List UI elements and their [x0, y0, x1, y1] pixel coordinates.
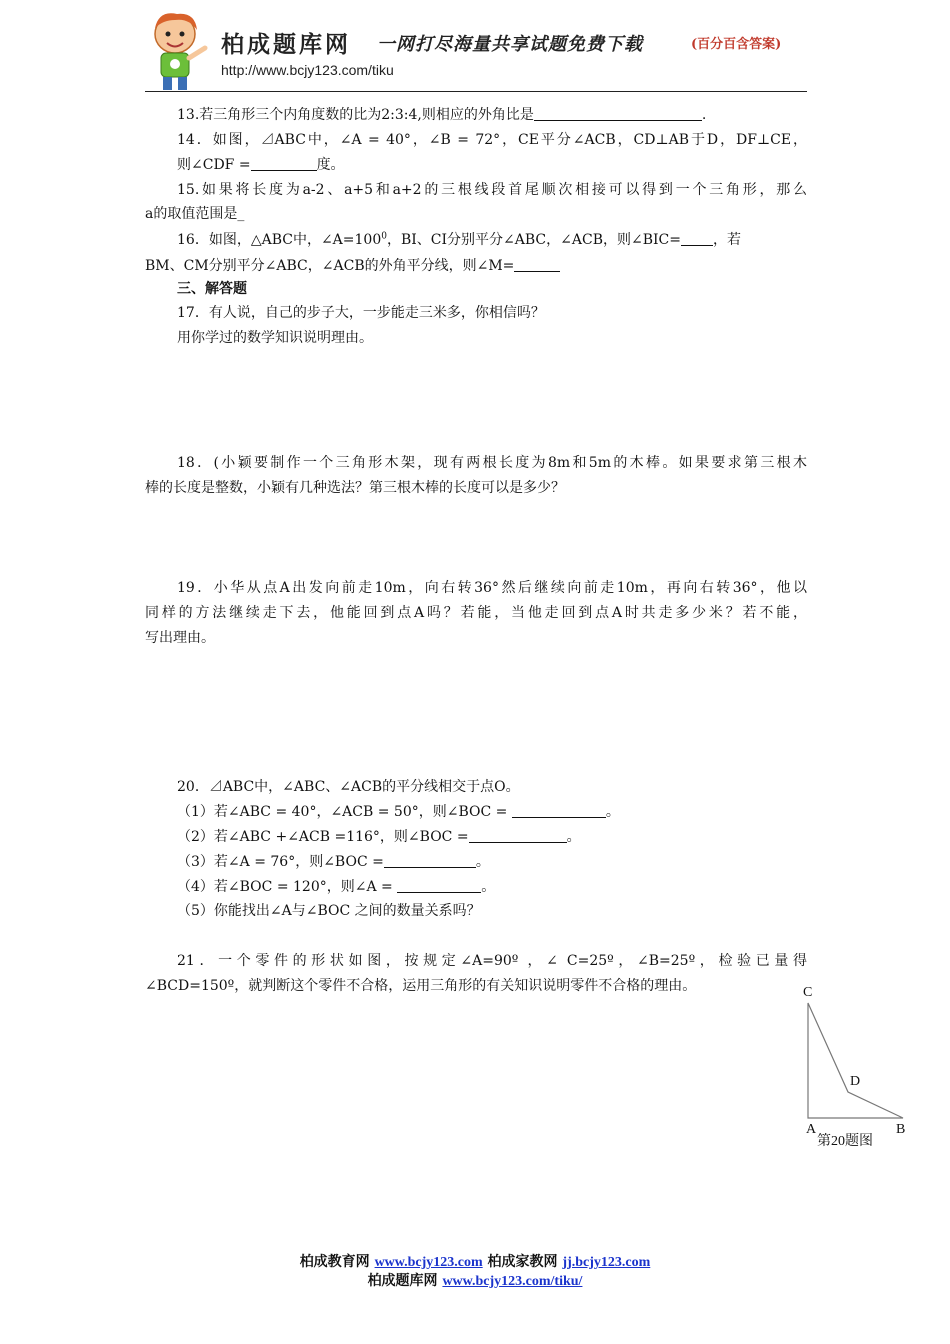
- page-header: [145, 8, 807, 92]
- site-slogan: 一网打尽海量共享试题免费下载: [377, 34, 643, 55]
- footer-link-edu[interactable]: www.bcjy123.com: [374, 1255, 483, 1270]
- question-16-line-2: BM、CM分别平分∠ABC，∠ACB的外角平分线，则∠M=: [145, 256, 807, 276]
- question-15-line-2: a的取值范围是_: [145, 206, 245, 222]
- answer-blank[interactable]: [384, 852, 476, 868]
- question-20-part-2: （2）若∠ABC +∠ACB =116°，则∠BOC = 。: [177, 829, 581, 845]
- question-14-line-2: 则∠CDF = 度。: [177, 157, 345, 173]
- answer-blank[interactable]: [534, 105, 702, 121]
- question-20-stem: 20．⊿ABC中，∠ABC、∠ACB的平分线相交于点O。: [177, 779, 520, 795]
- question-19-line-2: 同样的方法继续走下去，他能回到点A吗？若能，当他走回到点A时共走多少米？若不能，: [145, 605, 807, 621]
- answer-blank[interactable]: [514, 256, 560, 272]
- question-21-line-1: 21．一个零件的形状如图，按规定∠A=90º ，∠ C=25º，∠B=25º，检验已量得: [177, 953, 807, 969]
- question-20-part-5: （5）你能找出∠A与∠BOC 之间的数量关系吗？: [177, 903, 481, 919]
- figure-part-diagram: [800, 985, 920, 1155]
- footer-line-1: 柏成教育网 www.bcjy123.com 柏成家教网 jj.bcjy123.com: [299, 1254, 651, 1270]
- question-14-line-1: 14．如图，⊿ABC中，∠A = 40°，∠B = 72°，CE平分∠ACB，CD⊥AB于D，DF⊥CE，: [177, 132, 807, 148]
- question-19-line-3: 写出理由。: [145, 630, 215, 646]
- question-13: 13.若三角形三个内角度数的比为2:3:4,则相应的外角比是 .: [177, 107, 707, 123]
- answer-blank[interactable]: [251, 155, 317, 171]
- answer-blank[interactable]: [681, 230, 713, 246]
- mascot-logo-icon: [145, 8, 215, 92]
- answer-blank[interactable]: [397, 877, 481, 893]
- figure-label-a: A: [806, 1122, 817, 1137]
- figure-label-c: C: [803, 985, 813, 1000]
- figure-label-b: B: [896, 1122, 906, 1137]
- header-rule: [145, 91, 807, 92]
- question-21-line-2: ∠BCD=150º，就判断这个零件不合格，运用三角形的有关知识说明零件不合格的理由。: [145, 978, 697, 994]
- figure-label-d: D: [850, 1074, 861, 1089]
- footer-link-tiku[interactable]: www.bcjy123.com/tiku/: [442, 1274, 583, 1289]
- answer-blank[interactable]: [469, 827, 567, 843]
- footer-link-tutor[interactable]: jj.bcjy123.com: [562, 1255, 651, 1270]
- question-17-line-1: 17．有人说，自己的步子大，一步能走三米多，你相信吗？: [177, 305, 545, 321]
- question-17-line-2: 用你学过的数学知识说明理由。: [177, 330, 373, 346]
- slogan-tag: (百分百含答案): [691, 37, 782, 52]
- question-20-part-4: （4）若∠BOC = 120°，则∠A = 。: [177, 879, 496, 895]
- header-url: http://www.bcjy123.com/tiku: [221, 62, 394, 78]
- question-16-line-1: 16．如图，△ABC中，$\angle A=100^0$，BI、CI分别平分∠ABC，∠ACB，则∠BIC= ，若: [177, 231, 741, 248]
- question-15-line-1: 15.如果将长度为a-2、a+5和a+2的三根线段首尾顺次相接可以得到一个三角形，那么: [177, 182, 807, 198]
- question-20-part-3: （3）若∠A = 76°，则∠BOC = 。: [177, 854, 490, 870]
- question-20-part-1: （1）若∠ABC = 40°，∠ACB = 50°，则∠BOC = 。: [177, 804, 620, 820]
- figure-caption: 第20题图: [817, 1134, 873, 1149]
- question-18-line-1: 18．(小颖要制作一个三角形木架，现有两根长度为8m和5m的木棒。如果要求第三根木: [177, 455, 807, 471]
- answer-blank[interactable]: [512, 802, 606, 818]
- question-18-line-2: 棒的长度是整数，小颖有几种选法？第三根木棒的长度可以是多少？: [145, 480, 565, 496]
- question-19-line-1: 19．小华从点A出发向前走10m，向右转36°然后继续向前走10m，再向右转36°，他以: [177, 580, 807, 596]
- section-heading: 三、解答题: [177, 281, 247, 297]
- footer-line-2: 柏成题库网 www.bcjy123.com/tiku/: [367, 1273, 583, 1289]
- site-name: 柏成题库网: [221, 31, 351, 58]
